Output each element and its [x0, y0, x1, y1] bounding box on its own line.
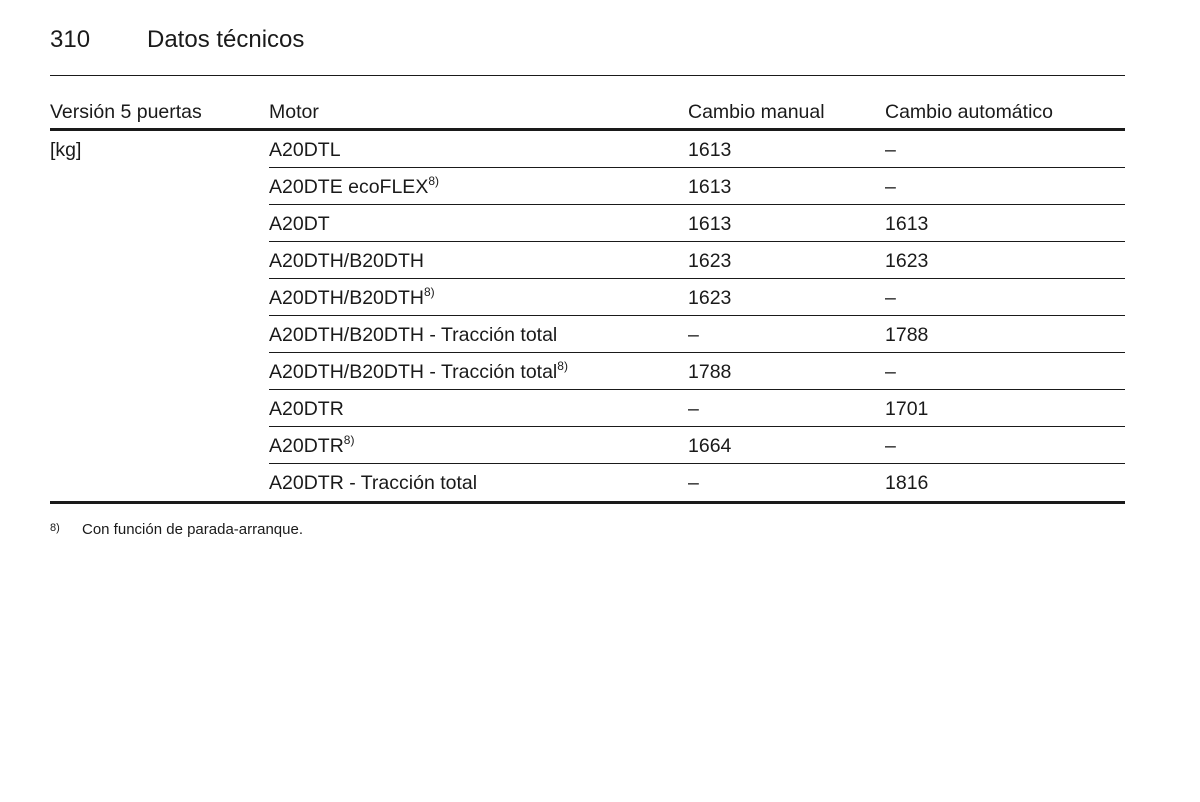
motor-cell — [269, 175, 439, 199]
manual-weight-cell: 1788 — [688, 361, 732, 383]
manual-weight-cell: – — [688, 324, 699, 346]
manual-weight-cell: 1664 — [688, 435, 732, 457]
motor-name: A20DTH/B20DTH — [269, 250, 424, 272]
motor-name: A20DTE ecoFLEX — [269, 176, 429, 198]
motor-name: A20DTH/B20DTH - Tracción total — [269, 324, 558, 346]
automatic-weight-cell: – — [885, 176, 896, 198]
manual-weight-cell: 1623 — [688, 250, 732, 272]
header-divider — [50, 75, 1125, 76]
table-row — [50, 279, 1125, 316]
automatic-weight-cell: 1613 — [885, 213, 929, 235]
table-row — [50, 205, 1125, 242]
column-header-motor: Motor — [269, 101, 319, 123]
table-row — [50, 464, 1125, 504]
manual-weight-cell: – — [688, 472, 699, 494]
manual-weight-cell: 1613 — [688, 176, 732, 198]
page-title: Datos técnicos — [147, 26, 305, 53]
footnote-text: Con función de parada-arranque. — [82, 521, 303, 538]
motor-cell — [269, 471, 477, 495]
table-row — [50, 316, 1125, 353]
automatic-weight-cell: – — [885, 139, 896, 161]
motor-cell — [269, 434, 354, 458]
motor-name: A20DTR - Tracción total — [269, 472, 478, 494]
manual-weight-cell: 1613 — [688, 139, 732, 161]
table-row — [50, 168, 1125, 205]
motor-cell — [269, 360, 568, 384]
footnote-mark: 8) — [50, 522, 60, 534]
automatic-weight-cell: 1816 — [885, 472, 929, 494]
automatic-weight-cell: 1623 — [885, 250, 929, 272]
footnote-reference: 8) — [557, 359, 568, 373]
manual-weight-cell: – — [688, 398, 699, 420]
column-header-automatic: Cambio automático — [885, 101, 1053, 123]
automatic-weight-cell: – — [885, 287, 896, 309]
table-body — [50, 131, 1125, 504]
table-row — [50, 427, 1125, 464]
motor-cell — [269, 138, 341, 162]
page-number: 310 — [50, 26, 91, 53]
motor-cell — [269, 249, 424, 273]
table-row — [50, 242, 1125, 279]
table-row — [50, 131, 1125, 168]
motor-name: A20DTR — [269, 398, 344, 420]
automatic-weight-cell: – — [885, 435, 896, 457]
weight-table — [50, 94, 1125, 504]
motor-cell — [269, 323, 557, 347]
column-header-manual: Cambio manual — [688, 101, 825, 123]
column-header-version: Versión 5 puertas — [50, 101, 202, 123]
automatic-weight-cell: – — [885, 361, 896, 383]
automatic-weight-cell: 1701 — [885, 398, 929, 420]
manual-weight-cell: 1623 — [688, 287, 732, 309]
motor-cell — [269, 286, 435, 310]
table-header-row — [50, 94, 1125, 131]
motor-cell — [269, 397, 344, 421]
motor-name: A20DT — [269, 213, 330, 235]
footnote-reference: 8) — [343, 433, 355, 447]
footnote-reference: 8) — [423, 285, 435, 299]
motor-name: A20DTH/B20DTH — [269, 287, 424, 309]
motor-name: A20DTL — [269, 139, 341, 161]
table-row — [50, 353, 1125, 390]
footnote-reference: 8) — [428, 174, 439, 188]
motor-name: A20DTH/B20DTH - Tracción total — [269, 361, 558, 383]
manual-weight-cell: 1613 — [688, 213, 732, 235]
table-row — [50, 390, 1125, 427]
motor-cell — [269, 212, 330, 236]
automatic-weight-cell: 1788 — [885, 324, 929, 346]
motor-name: A20DTR — [269, 435, 344, 457]
unit-label: [kg] — [50, 139, 82, 161]
